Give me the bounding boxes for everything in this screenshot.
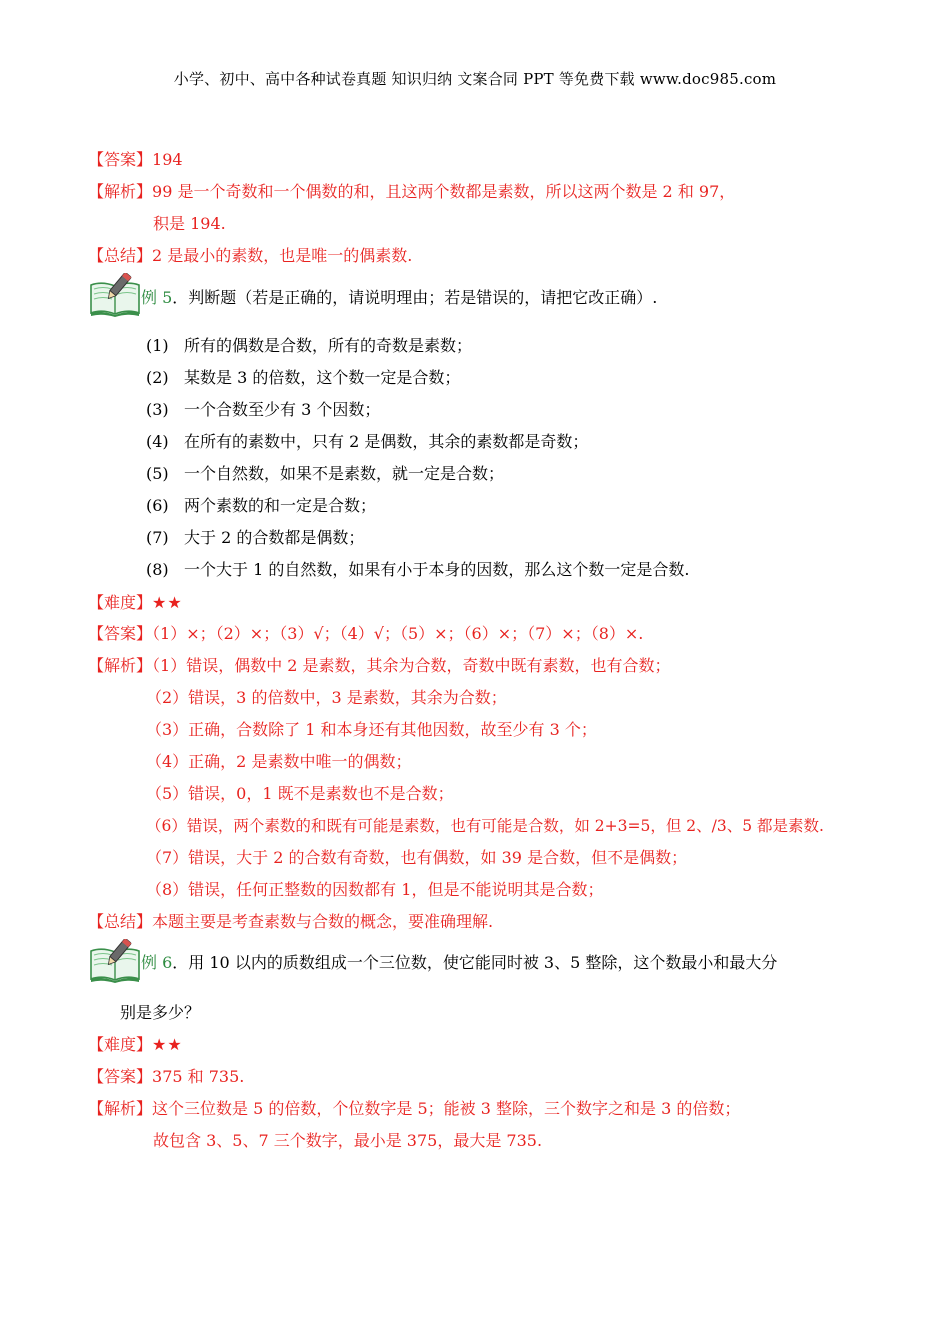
analysis-item: （5）错误，0，1 既不是素数也不是合数； [146,784,454,803]
answer-tag: 【答案】 [88,624,153,643]
example-question-continuation: 别是多少？ [120,1003,201,1022]
page-header: 小学、初中、高中各种试卷真题 知识归纳 文案合同 PPT 等免费下载 www.doc985.com [173,70,777,88]
list-item [146,432,588,452]
summary-text: 2 是最小的素数，也是唯一的偶素数. [152,246,413,265]
analysis-tag: 【解析】 [88,1099,153,1118]
item-text: 一个合数至少有 3 个因数； [184,400,381,419]
item-text: 一个大于 1 的自然数，如果有小于本身的因数，那么这个数一定是合数. [184,560,690,579]
answer-tag: 【答案】 [88,1067,153,1086]
summary-line [88,246,412,266]
summary-tag: 【总结】 [88,246,153,265]
analysis-item: （8）错误，任何正整数的因数都有 1，但是不能说明其是合数； [146,880,604,899]
list-item [146,464,504,484]
difficulty-line [88,1035,183,1055]
item-number: (3) [146,400,169,419]
list-item [146,528,364,548]
summary-text: 本题主要是考查素数与合数的概念，要准确理解. [152,912,494,931]
item-text: 大于 2 的合数都是偶数； [184,528,365,547]
item-text: 两个素数的和一定是合数； [184,496,377,515]
analysis-item: （4）正确，2 是素数中唯一的偶数； [146,752,412,771]
example-label: 例 6 [141,953,173,972]
analysis-text: （1）错误，偶数中 2 是素数，其余为合数，奇数中既有素数，也有合数； [152,656,671,675]
analysis-tag: 【解析】 [88,182,153,201]
summary-tag: 【总结】 [88,912,153,931]
answer-line [88,624,643,644]
analysis-continuation: 故包含 3、5、7 三个数字，最小是 375，最大是 735. [153,1131,543,1150]
difficulty-tag: 【难度】 [88,1035,153,1054]
analysis-line [88,1099,740,1119]
example-question: ．判断题（若是正确的，请说明理由；若是错误的，请把它改正确）. [172,288,658,307]
answer-line [88,150,183,170]
answer-text: （1）×；（2）×；（3）√；（4）√；（5）×；（6）×；（7）×；（8）×. [152,624,644,643]
analysis-line [88,182,735,202]
item-text: 在所有的素数中，只有 2 是偶数，其余的素数都是奇数； [184,432,589,451]
difficulty-tag: 【难度】 [88,593,153,612]
analysis-tag: 【解析】 [88,656,153,675]
item-number: (8) [146,560,169,579]
book-pencil-icon [88,939,142,983]
answer-text: 375 和 735. [152,1067,245,1086]
analysis-line [88,656,671,676]
analysis-continuation: 积是 194. [153,214,226,233]
item-number: (1) [146,336,169,355]
item-number: (7) [146,528,169,547]
difficulty-line [88,593,183,613]
example-6-title [141,953,777,973]
answer-text: 194 [152,150,183,169]
list-item [146,560,689,580]
analysis-item: （2）错误，3 的倍数中，3 是素数，其余为合数； [146,688,507,707]
list-item [146,400,380,420]
summary-line [88,912,493,932]
answer-line [88,1067,244,1087]
item-text: 某数是 3 的倍数，这个数一定是合数； [184,368,461,387]
list-item [146,496,376,516]
analysis-text: 99 是一个奇数和一个偶数的和，且这两个数都是素数，所以这两个数是 2 和 97， [152,182,736,201]
item-number: (4) [146,432,169,451]
analysis-text: 这个三位数是 5 的倍数，个位数字是 5；能被 3 整除，三个数字之和是 3 的倍数； [152,1099,741,1118]
analysis-item: （6）错误，两个素数的和既有可能是素数，也有可能是合数，如 2+3=5，但 2、/3、5 都是素数. [146,817,824,835]
list-item [146,336,472,356]
item-number: (2) [146,368,169,387]
item-number: (5) [146,464,169,483]
difficulty-stars: ★★ [152,593,183,612]
example-label: 例 5 [141,288,173,307]
analysis-item: （3）正确，合数除了 1 和本身还有其他因数，故至少有 3 个； [146,720,597,739]
answer-tag: 【答案】 [88,150,153,169]
item-number: (6) [146,496,169,515]
book-pencil-icon [88,273,142,317]
difficulty-stars: ★★ [152,1035,183,1054]
list-item [146,368,460,388]
example-question: ．用 10 以内的质数组成一个三位数，使它能同时被 3、5 整除，这个数最小和最大分 [172,953,778,972]
analysis-item: （7）错误，大于 2 的合数有奇数，也有偶数，如 39 是合数，但不是偶数； [146,848,688,867]
example-5-title [141,288,657,308]
item-text: 所有的偶数是合数，所有的奇数是素数； [184,336,473,355]
item-text: 一个自然数，如果不是素数，就一定是合数； [184,464,505,483]
